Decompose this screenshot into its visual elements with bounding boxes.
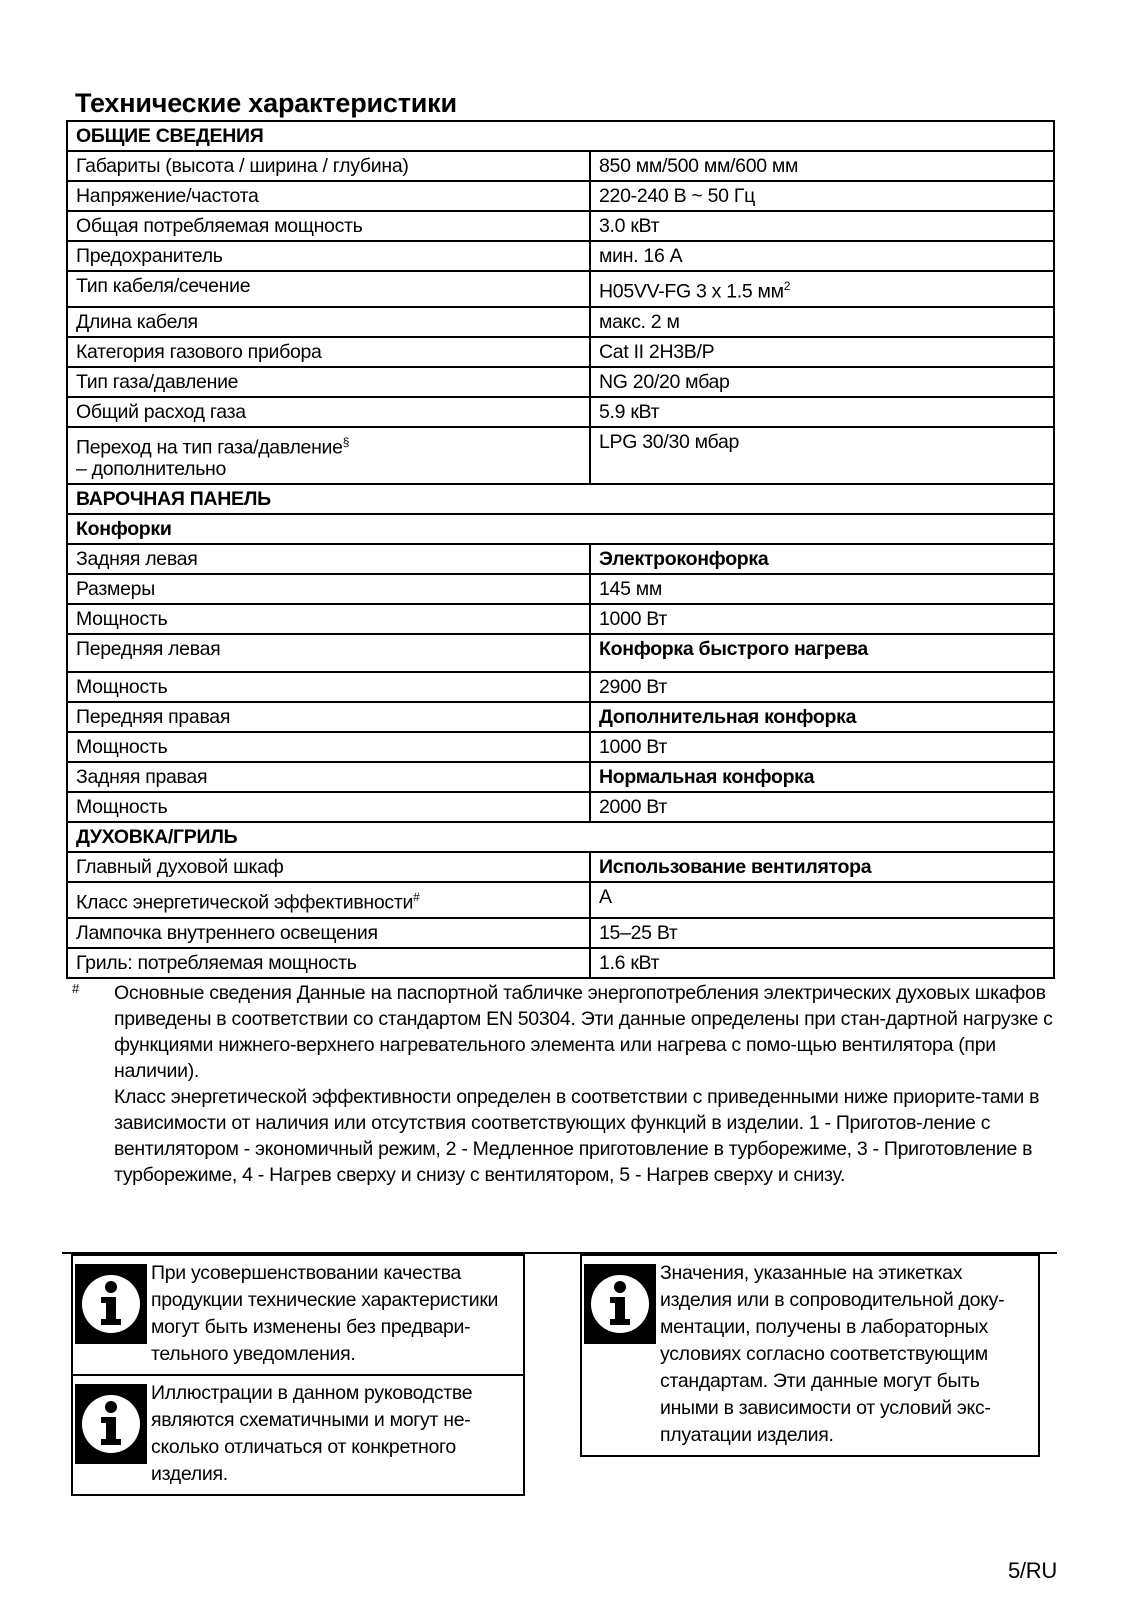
spec-value-text: мин. 16 А [599, 245, 683, 267]
spec-value-text: 1000 Вт [599, 736, 667, 758]
table-row [67, 702, 1054, 732]
spec-label [67, 397, 590, 427]
note-item [582, 1256, 1038, 1455]
note-item [73, 1374, 523, 1494]
spec-value-text: Использование вентилятора [599, 856, 872, 878]
spec-value-text: H05VV-FG 3 x 1.5 мм [599, 280, 784, 303]
spec-label [67, 732, 590, 762]
table-row [67, 672, 1054, 702]
table-row [67, 337, 1054, 367]
spec-label [67, 241, 590, 271]
table-row [67, 307, 1054, 337]
table-row [67, 211, 1054, 241]
footnote-paragraph-2: Класс энергетической эффективности определен в соответствии с приведенными ниже приорите-тами в зависимости от наличия или отсутствия соответствующих функций в изделии. 1 - Приготов-ление с вентилятором - экономичный режим, 2 - Медленное приготовление в турборежиме, 3 - Приготовление в турборежиме, 4 - Нагрев сверху и снизу с вентилятором, 5 - Нагрев сверху и снизу. [114, 1086, 1040, 1186]
spec-label [67, 427, 590, 485]
spec-value [590, 918, 1054, 948]
spec-value-text: 2900 Вт [599, 676, 667, 698]
spec-value [590, 367, 1054, 397]
spec-value [590, 151, 1054, 181]
spec-value-text: 850 мм/500 мм/600 мм [599, 155, 799, 177]
section-header-row [67, 484, 1054, 514]
table-row [67, 544, 1054, 574]
info-icon [75, 1264, 147, 1344]
table-row [67, 181, 1054, 211]
spec-value [590, 544, 1054, 574]
table-row [67, 882, 1054, 918]
spec-label [67, 882, 590, 918]
spec-value-text: 1.6 кВт [599, 951, 660, 974]
spec-label-text: Передняя правая [76, 706, 231, 728]
spec-label-superscript: § [342, 434, 350, 449]
spec-label-text: Общий расход газа [76, 400, 246, 423]
page-title: Технические характеристики [75, 88, 457, 118]
note-text: Значения, указанные на этикетках изделия или в сопроводительной доку-ментации, получены в лабораторных условиях согласно соответствующим стандартам. Эти данные могут быть иными в зависимости от условий экс-плуатации изделия. [660, 1262, 1005, 1446]
footnote-paragraph-1: Основные сведения Данные на паспортной табличке энергопотребления электрических духовых шкафов приведены в соответствии со стандартом EN 50304. Эти данные определены при стан-дартной нагрузке с функциями нижнего-верхнего нагревательного элемента или нагрева с помо-щью вентилятора (при наличии). [114, 982, 1053, 1082]
spec-value [590, 792, 1054, 822]
spec-label [67, 181, 590, 211]
table-row [67, 151, 1054, 181]
spec-label [67, 211, 590, 241]
spec-label-text: Лампочка внутреннего освещения [76, 921, 378, 944]
spec-label-text: Мощность [76, 608, 168, 630]
table-row [67, 948, 1054, 978]
spec-value-text: Электроконфорка [599, 548, 769, 570]
spec-value [590, 604, 1054, 634]
footnote-mark: # [72, 981, 79, 996]
spec-label [67, 544, 590, 574]
spec-label-text: Тип кабеля/сечение [76, 275, 251, 297]
spec-value [590, 732, 1054, 762]
specifications-table [66, 120, 1055, 979]
info-icon [584, 1264, 656, 1344]
spec-label-text: Предохранитель [76, 245, 223, 267]
spec-value-text: макс. 2 м [599, 310, 680, 333]
spec-value [590, 672, 1054, 702]
spec-label [67, 151, 590, 181]
spec-label [67, 918, 590, 948]
spec-value-text: 1000 Вт [599, 608, 667, 630]
spec-value-text: Cat II 2H3B/P [599, 340, 715, 363]
spec-label-text: Задняя правая [76, 766, 208, 788]
spec-label-text: Задняя левая [76, 548, 198, 570]
info-icon [75, 1384, 147, 1464]
spec-value-text: Дополнительная конфорка [599, 706, 857, 728]
table-row [67, 762, 1054, 792]
spec-label-text: Главный духовой шкаф [76, 856, 284, 878]
spec-value [590, 211, 1054, 241]
spec-label-line2: – дополнительно [76, 458, 227, 480]
spec-value [590, 702, 1054, 732]
spec-label-text: Длина кабеля [76, 310, 198, 333]
spec-label-text: Общая потребляемая мощность [76, 215, 363, 237]
section-header-row [67, 822, 1054, 852]
spec-label [67, 792, 590, 822]
spec-label [67, 634, 590, 672]
spec-value [590, 882, 1054, 918]
spec-value [590, 948, 1054, 978]
table-row [67, 634, 1054, 672]
spec-label-text: Напряжение/частота [76, 185, 259, 207]
spec-value [590, 307, 1054, 337]
spec-value-text: 5.9 кВт [599, 400, 660, 423]
table-row [67, 852, 1054, 882]
spec-value [590, 271, 1054, 307]
note-text: Иллюстрации в данном руководстве являются схематичными и могут не-сколько отличаться от конкретного изделия. [151, 1382, 473, 1485]
table-row [67, 604, 1054, 634]
spec-value-text: 145 мм [599, 578, 662, 600]
footnote [66, 980, 1056, 1188]
note-box-right [580, 1254, 1040, 1457]
table-row [67, 397, 1054, 427]
spec-label [67, 762, 590, 792]
note-text: При усовершенствовании качества продукции технические характеристики могут быть изменены без предвари-тельного уведомления. [151, 1262, 499, 1365]
spec-label [67, 948, 590, 978]
spec-label [67, 702, 590, 732]
spec-label-text: Размеры [76, 578, 155, 600]
spec-label [67, 604, 590, 634]
table-row [67, 732, 1054, 762]
spec-label [67, 367, 590, 397]
section-header: ОБЩИЕ СВЕДЕНИЯ [67, 121, 1054, 151]
note-box-left [71, 1254, 525, 1496]
table-row [67, 367, 1054, 397]
spec-value [590, 762, 1054, 792]
spec-label-text: Класс энергетической эффективности [76, 891, 414, 914]
spec-value-text: Конфорка быстрого нагрева [599, 638, 868, 660]
spec-label-text: Категория газового прибора [76, 340, 322, 363]
spec-label-text: Мощность [76, 676, 168, 698]
spec-value-text: 15–25 Вт [599, 921, 678, 944]
spec-label-text: Переход на тип газа/давление [76, 436, 343, 458]
spec-value [590, 574, 1054, 604]
table-row [67, 427, 1054, 485]
section-header: ВАРОЧНАЯ ПАНЕЛЬ [67, 484, 1054, 514]
spec-label-text: Габариты (высота / ширина / глубина) [76, 155, 409, 177]
spec-label-text: Мощность [76, 796, 168, 818]
spec-value-superscript: 2 [783, 279, 791, 293]
spec-label [67, 271, 590, 307]
spec-value-text: LPG 30/30 мбар [599, 430, 740, 453]
note-item [73, 1256, 523, 1374]
spec-label-text: Передняя левая [76, 638, 221, 660]
table-row [67, 271, 1054, 307]
spec-label [67, 852, 590, 882]
page-number: 5/RU [1008, 1558, 1057, 1583]
spec-value-text: 3.0 кВт [599, 215, 660, 237]
spec-label [67, 337, 590, 367]
section-header-row [67, 121, 1054, 151]
spec-value [590, 337, 1054, 367]
spec-value [590, 181, 1054, 211]
spec-label-text: Тип газа/давление [76, 370, 239, 393]
section-header-row [67, 514, 1054, 544]
table-row [67, 574, 1054, 604]
spec-label [67, 307, 590, 337]
spec-label-superscript: # [413, 890, 420, 904]
spec-value-text: 220-240 В ~ 50 Гц [599, 185, 755, 207]
section-header: ДУХОВКА/ГРИЛЬ [67, 822, 1054, 852]
spec-value [590, 397, 1054, 427]
spec-value [590, 634, 1054, 672]
table-row [67, 241, 1054, 271]
spec-label-text: Гриль: потребляемая мощность [76, 951, 357, 974]
spec-label [67, 574, 590, 604]
spec-value-text: Нормальная конфорка [599, 766, 815, 788]
table-row [67, 918, 1054, 948]
spec-value-text: 2000 Вт [599, 796, 667, 818]
spec-value-text: A [599, 886, 612, 908]
spec-value [590, 241, 1054, 271]
section-header: Конфорки [67, 514, 1054, 544]
spec-value [590, 852, 1054, 882]
spec-value-text: NG 20/20 мбар [599, 370, 730, 393]
table-row [67, 792, 1054, 822]
spec-label-text: Мощность [76, 736, 168, 758]
spec-value [590, 427, 1054, 485]
spec-label [67, 672, 590, 702]
